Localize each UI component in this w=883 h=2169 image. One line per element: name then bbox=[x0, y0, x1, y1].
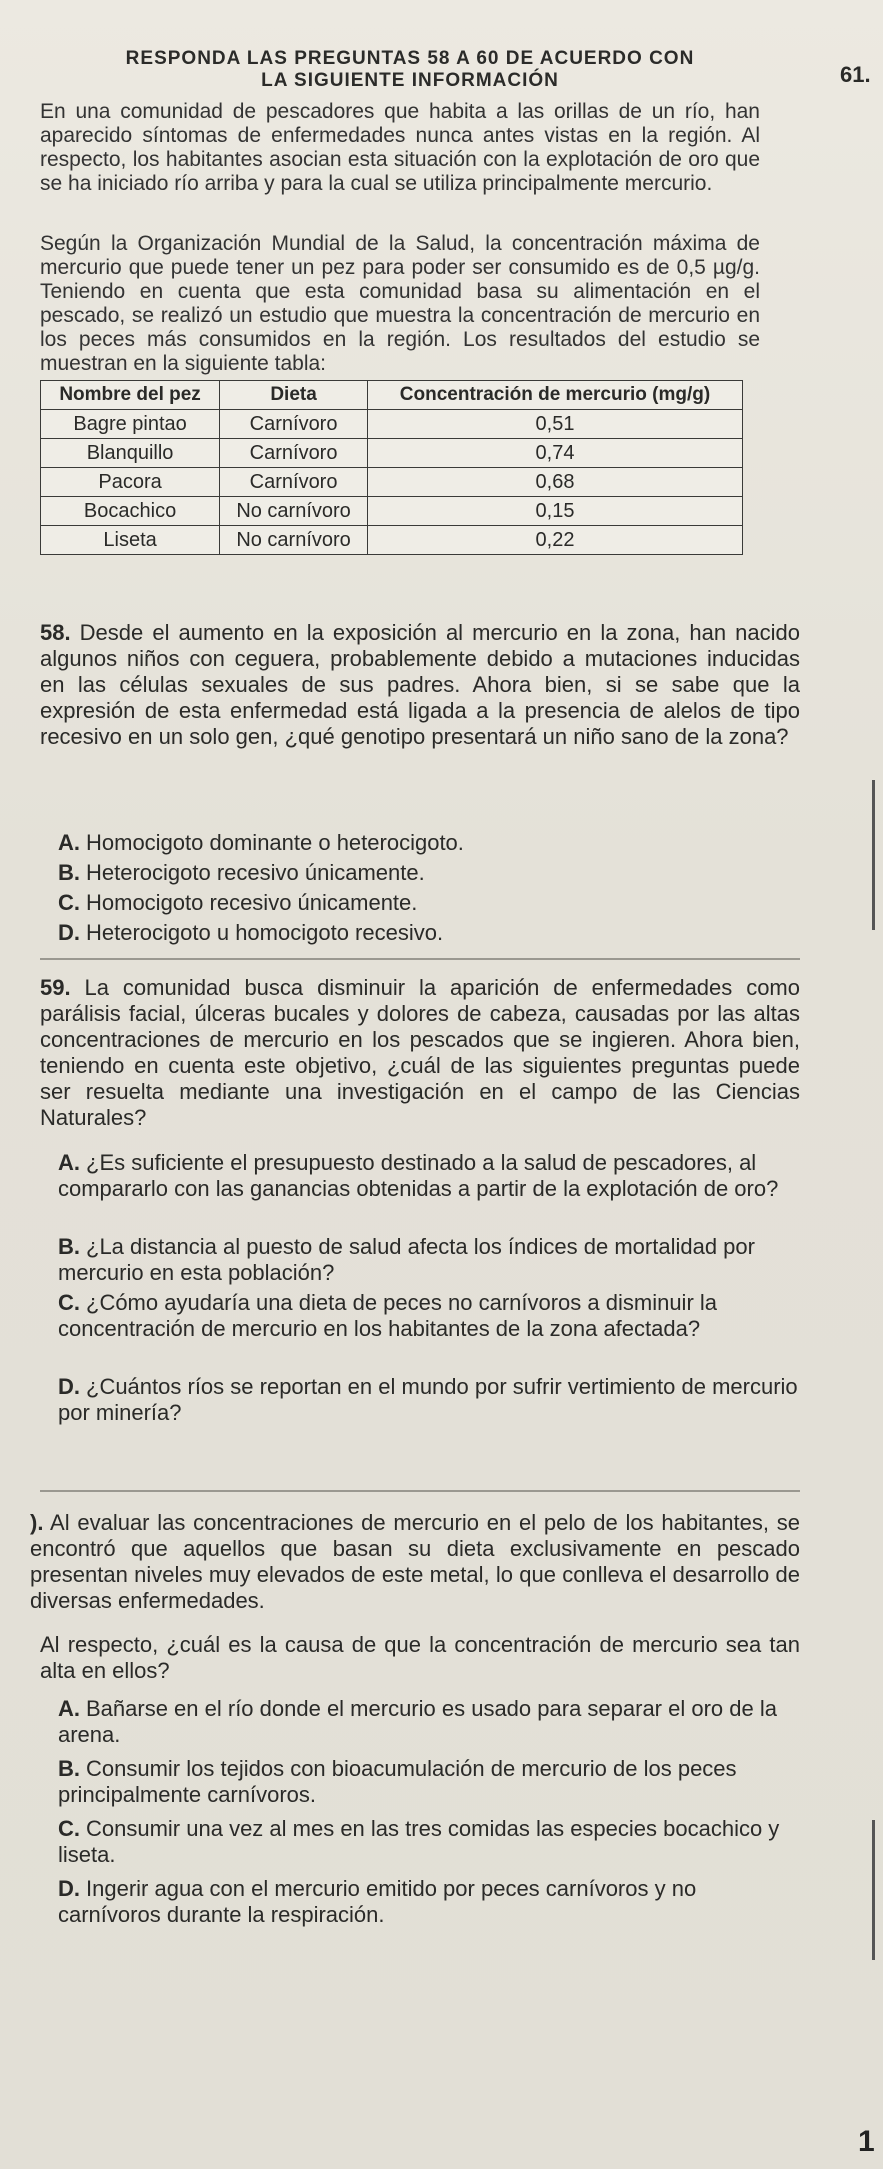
question-59 bbox=[40, 975, 800, 1131]
question-text: Desde el aumento en la exposición al mercurio en la zona, han nacido algunos niños con ceguera, probablemente debido a mutaciones inducidas en las células sexuales de sus padres. Ahora bien, si se sabe que la expresión de esta enfermedad está ligada a la presencia de alelos de tipo recesivo en un solo gen, ¿qué genotipo presentará un niño sano de la zona? bbox=[40, 620, 800, 749]
table-row bbox=[41, 526, 743, 555]
option-letter: C. bbox=[58, 890, 80, 915]
option-text: Ingerir agua con el mercurio emitido por peces carnívoros y no carnívoros durante la respiración. bbox=[58, 1876, 697, 1927]
option-letter: B. bbox=[58, 1234, 80, 1259]
question-58 bbox=[40, 620, 800, 750]
option-59-b[interactable] bbox=[58, 1234, 798, 1286]
next-question-number: 61. bbox=[840, 62, 871, 87]
option-58-c[interactable] bbox=[58, 890, 798, 916]
option-60-c[interactable] bbox=[58, 1816, 798, 1868]
section-header bbox=[40, 48, 780, 92]
option-letter: C. bbox=[58, 1816, 80, 1841]
option-58-d[interactable] bbox=[58, 920, 798, 946]
option-60-a[interactable] bbox=[58, 1696, 798, 1748]
table-row bbox=[41, 410, 743, 439]
option-60-d[interactable] bbox=[58, 1876, 798, 1928]
option-text: ¿Cuántos ríos se reportan en el mundo por sufrir vertimiento de mercurio por minería? bbox=[58, 1374, 798, 1425]
fish-name: Bagre pintao bbox=[41, 410, 220, 439]
question-text: Al evaluar las concentraciones de mercurio en el pelo de los habitantes, se encontró que aquellos que basan su dieta exclusivamente en pescado presentan niveles muy elevados de este metal, lo que conlleva el desarrollo de diversas enfermedades. bbox=[30, 1510, 800, 1613]
header-line-2: LA SIGUIENTE INFORMACIÓN bbox=[261, 70, 559, 91]
option-58-b[interactable] bbox=[58, 860, 798, 886]
option-letter: D. bbox=[58, 1876, 80, 1901]
page-corner-number: 1 bbox=[858, 2125, 875, 2158]
header-line-1: RESPONDA LAS PREGUNTAS 58 A 60 DE ACUERDO CON bbox=[125, 48, 695, 69]
option-59-a[interactable] bbox=[58, 1150, 798, 1202]
mercury-value: 0,74 bbox=[367, 439, 742, 468]
fish-name: Bocachico bbox=[41, 497, 220, 526]
option-59-d[interactable] bbox=[58, 1374, 798, 1426]
column-header: Dieta bbox=[220, 381, 368, 410]
margin-mark bbox=[872, 780, 875, 930]
column-header: Nombre del pez bbox=[41, 381, 220, 410]
mercury-table bbox=[40, 380, 743, 555]
option-58-a[interactable] bbox=[58, 830, 798, 856]
option-60-b[interactable] bbox=[58, 1756, 798, 1808]
option-letter: D. bbox=[58, 920, 80, 945]
table-row bbox=[41, 468, 743, 497]
option-text: Bañarse en el río donde el mercurio es usado para separar el oro de la arena. bbox=[58, 1696, 777, 1747]
option-letter: B. bbox=[58, 1756, 80, 1781]
table-row bbox=[41, 497, 743, 526]
mercury-value: 0,51 bbox=[367, 410, 742, 439]
fish-name: Blanquillo bbox=[41, 439, 220, 468]
table-header-row bbox=[41, 381, 743, 410]
fish-diet: No carnívoro bbox=[220, 526, 368, 555]
intro-paragraph-2: Según la Organización Mundial de la Salud, la concentración máxima de mercurio que puede tener un pez para poder ser consumido es de 0,5 µg/g. Teniendo en cuenta que esta comunidad basa su alimentación en el pescado, se realizó un estudio que muestra la concentración de mercurio en los peces más consumidos en la región. Los resultados del estudio se muestran en la siguiente tabla: bbox=[40, 232, 760, 375]
question-60 bbox=[30, 1510, 800, 1614]
option-text: ¿La distancia al puesto de salud afecta los índices de mortalidad por mercurio en esta población? bbox=[58, 1234, 755, 1285]
option-text: Homocigoto dominante o heterocigoto. bbox=[86, 830, 464, 855]
question-number: ). bbox=[30, 1510, 44, 1535]
question-number: 59. bbox=[40, 975, 71, 1000]
divider bbox=[40, 958, 800, 960]
fish-diet: Carnívoro bbox=[220, 468, 368, 497]
option-letter: A. bbox=[58, 830, 80, 855]
fish-diet: Carnívoro bbox=[220, 439, 368, 468]
option-letter: D. bbox=[58, 1374, 80, 1399]
option-letter: A. bbox=[58, 1150, 80, 1175]
mercury-value: 0,22 bbox=[367, 526, 742, 555]
option-letter: B. bbox=[58, 860, 80, 885]
question-text: La comunidad busca disminuir la aparición de enfermedades como parálisis facial, úlceras bucales y dolores de cabeza, causadas por las altas concentraciones de mercurio en los pescados que se ingieren. Ahora bien, teniendo en cuenta este objetivo, ¿cuál de las siguientes preguntas puede ser resuelta mediante una investigación en el campo de las Ciencias Naturales? bbox=[40, 975, 800, 1130]
option-text: Consumir los tejidos con bioacumulación de mercurio de los peces principalmente carnívoros. bbox=[58, 1756, 737, 1807]
question-60-prompt: Al respecto, ¿cuál es la causa de que la concentración de mercurio sea tan alta en ellos? bbox=[40, 1632, 800, 1683]
option-text: ¿Cómo ayudaría una dieta de peces no carnívoros a disminuir la concentración de mercurio en los habitantes de la zona afectada? bbox=[58, 1290, 718, 1341]
fish-diet: Carnívoro bbox=[220, 410, 368, 439]
option-letter: C. bbox=[58, 1290, 80, 1315]
margin-mark bbox=[872, 1820, 875, 1960]
option-letter: A. bbox=[58, 1696, 80, 1721]
mercury-value: 0,68 bbox=[367, 468, 742, 497]
option-text: Heterocigoto u homocigoto recesivo. bbox=[86, 920, 444, 945]
option-59-c[interactable] bbox=[58, 1290, 798, 1342]
column-header: Concentración de mercurio (mg/g) bbox=[367, 381, 742, 410]
fish-name: Pacora bbox=[41, 468, 220, 497]
fish-diet: No carnívoro bbox=[220, 497, 368, 526]
option-text: Consumir una vez al mes en las tres comidas las especies bocachico y liseta. bbox=[58, 1816, 780, 1867]
option-text: Heterocigoto recesivo únicamente. bbox=[86, 860, 425, 885]
option-text: Homocigoto recesivo únicamente. bbox=[86, 890, 418, 915]
divider bbox=[40, 1490, 800, 1492]
option-text: ¿Es suficiente el presupuesto destinado a la salud de pescadores, al compararlo con las ganancias obtenidas a partir de la explotación de oro? bbox=[58, 1150, 779, 1201]
intro-paragraph-1: En una comunidad de pescadores que habita a las orillas de un río, han aparecido síntomas de enfermedades nunca antes vistas en la región. Al respecto, los habitantes asocian esta situación con la explotación de oro que se ha iniciado río arriba y para la cual se utiliza principalmente mercurio. bbox=[40, 100, 760, 195]
table-row bbox=[41, 439, 743, 468]
mercury-value: 0,15 bbox=[367, 497, 742, 526]
question-number: 58. bbox=[40, 620, 71, 645]
fish-name: Liseta bbox=[41, 526, 220, 555]
